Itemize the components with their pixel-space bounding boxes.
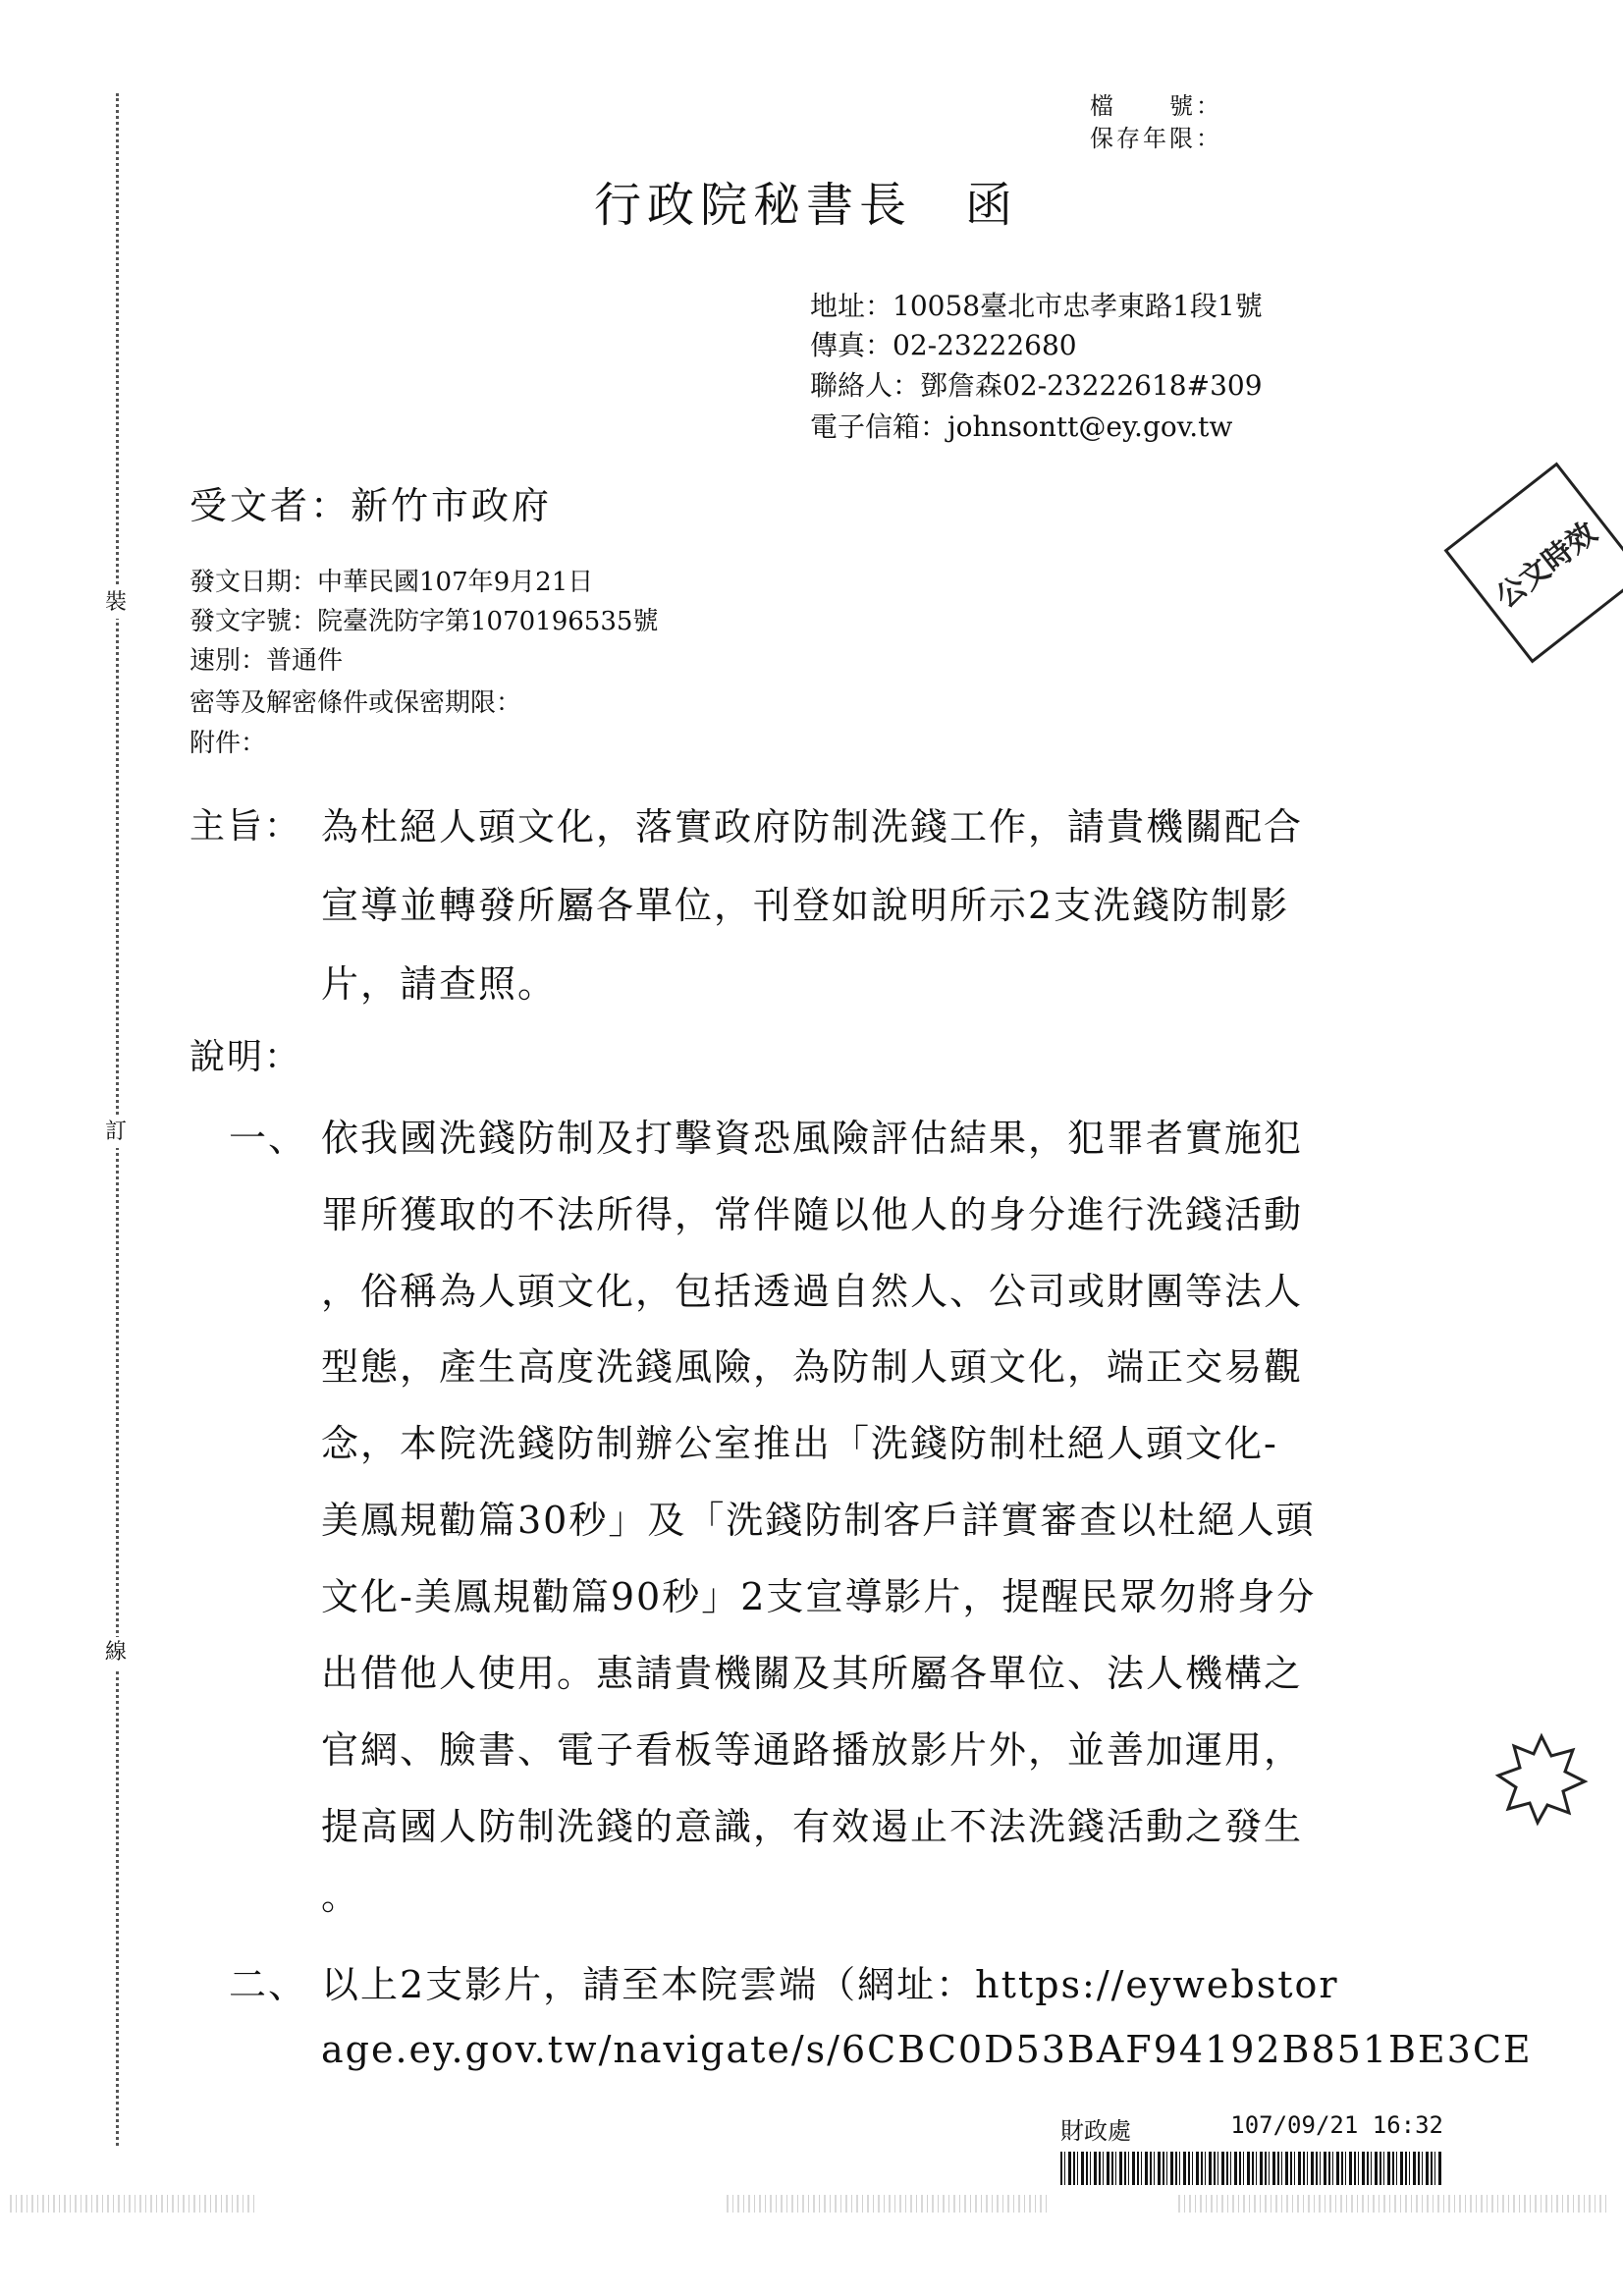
scan-noise [1178, 2195, 1610, 2213]
subject-line: 宣導並轉發所屬各單位，刊登如說明所示2支洗錢防制影 [321, 884, 1290, 927]
explanation-label: 說明： [189, 1037, 302, 1077]
item1-line: 型態，產生高度洗錢風險，為防制人頭文化，端正交易觀 [321, 1345, 1304, 1389]
receipt-department: 財政處 [1060, 2117, 1131, 2145]
receipt-barcode [1060, 2152, 1443, 2185]
perforation-mark-icon [1492, 1728, 1591, 1827]
item1-number: 一、 [229, 1117, 308, 1160]
item1-line: 依我國洗錢防制及打擊資恐風險評估結果，犯罪者實施犯 [321, 1117, 1304, 1160]
binding-mark-ding: 訂 [100, 1117, 132, 1148]
item1-line: 。 [321, 1875, 361, 1918]
recipient: 受文者：新竹市政府 [189, 484, 553, 527]
receipt-stamp [1060, 2111, 1443, 2185]
retention-label: 保存年限： [1090, 125, 1222, 152]
speed-class: 速別：普通件 [189, 646, 344, 676]
item1-line: ，俗稱為人頭文化，包括透過自然人、公司或財團等法人 [321, 1270, 1304, 1313]
file-number-label: 檔 號： [1090, 92, 1222, 120]
contact-fax: 傳真：02-23222680 [810, 329, 1077, 361]
item1-line: 出借他人使用。惠請貴機關及其所屬各單位、法人機構之 [321, 1652, 1304, 1695]
item1-line: 美鳳規勸篇30秒」及「洗錢防制客戶詳實審查以杜絕人頭 [321, 1499, 1316, 1542]
item2-line: 以上2支影片，請至本院雲端（網址：https://eywebstor [321, 1963, 1339, 2006]
attachment: 附件： [189, 729, 267, 758]
subject-line: 片，請查照。 [321, 962, 558, 1006]
secrecy-level: 密等及解密條件或保密期限： [189, 688, 522, 718]
item2-number: 二、 [229, 1963, 308, 2006]
scan-noise [10, 2195, 255, 2213]
item1-line: 念，本院洗錢防制辦公室推出「洗錢防制杜絕人頭文化- [321, 1422, 1278, 1465]
issue-date: 發文日期：中華民國107年9月21日 [189, 568, 594, 597]
subject-label: 主旨： [189, 806, 302, 847]
item1-line: 提高國人防制洗錢的意識，有效遏止不法洗錢活動之發生 [321, 1805, 1304, 1848]
receipt-datetime: 107/09/21 16:32 [1230, 2111, 1443, 2139]
item1-line: 文化-美鳳規勸篇90秒」2支宣導影片，提醒民眾勿將身分 [321, 1575, 1317, 1618]
contact-person: 聯絡人：鄧詹森02-23222618#309 [810, 369, 1263, 402]
binding-mark-zhuang: 裝 [100, 587, 132, 619]
timeliness-stamp: 公文時效 [1444, 463, 1623, 664]
binding-mark-xian: 線 [100, 1637, 132, 1668]
issue-number: 發文字號：院臺洗防字第1070196535號 [189, 607, 659, 636]
contact-email: 電子信箱：johnsontt@ey.gov.tw [810, 410, 1233, 443]
item2-line: age.ey.gov.tw/navigate/s/6CBC0D53BAF94192B851BE3CE [321, 2028, 1533, 2071]
document-title: 行政院秘書長 函 [594, 178, 1019, 233]
item1-line: 罪所獲取的不法所得，常伴隨以他人的身分進行洗錢活動 [321, 1193, 1304, 1236]
subject-line: 為杜絕人頭文化，落實政府防制洗錢工作，請貴機關配合 [321, 805, 1304, 848]
scan-noise [727, 2195, 1051, 2213]
contact-address: 地址：10058臺北市忠孝東路1段1號 [810, 290, 1263, 322]
item1-line: 官網、臉書、電子看板等通路播放影片外，並善加運用， [321, 1728, 1304, 1772]
